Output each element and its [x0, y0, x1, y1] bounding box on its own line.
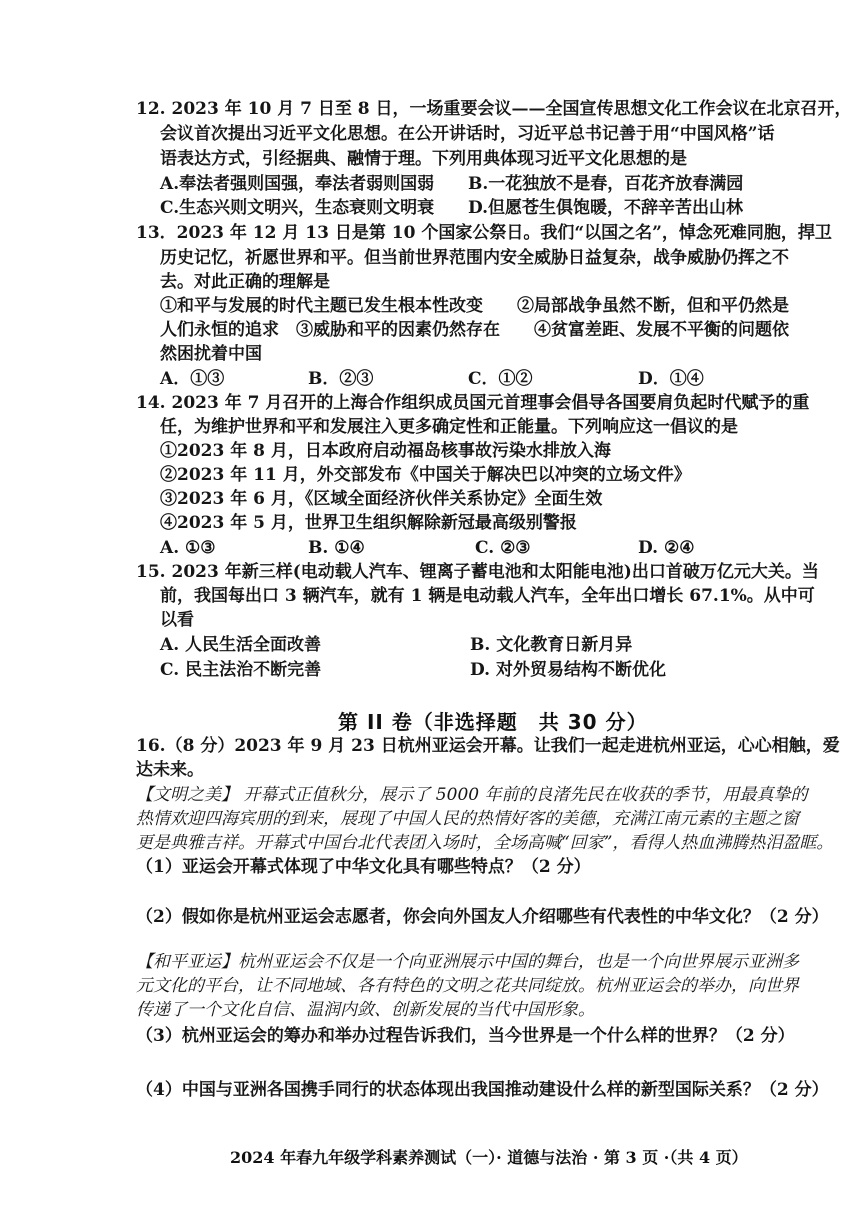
section-title: 第 II 卷（非选择题 共 30 分）	[338, 710, 648, 734]
q16-sub3: （3）杭州亚运会的筹办和举办过程告诉我们，当今世界是一个什么样的世界？（2 分）	[136, 1026, 795, 1046]
q16-sub4: （4）中国与亚洲各国携手同行的状态体现出我国推动建设什么样的新型国际关系？（2 分）	[136, 1080, 829, 1100]
q14-line-4: ②2023 年 11 月，外交部发布《中国关于解决巴以冲突的立场文件》	[160, 465, 691, 485]
q16-material1-line-2: 热情欢迎四海宾朋的到来，展现了中国人民的热情好客的美德，充满江南元素的主题之窗	[136, 809, 799, 829]
q15-option-d: D. 对外贸易结构不断优化	[470, 660, 666, 680]
q12-line-2: 会议首次提出习近平文化思想。在公开讲话时，习近平总书记善于用“中国风格”话	[160, 124, 775, 144]
q16-sub2: （2）假如你是杭州亚运会志愿者，你会向外国友人介绍哪些有代表性的中华文化？（2 分）	[136, 907, 829, 927]
q12-line-3: 语表达方式，引经据典、融情于理。下列用典体现习近平文化思想的是	[160, 149, 687, 169]
q13-line-4: ①和平与发展的时代主题已发生根本性改变 ②局部战争虽然不断，但和平仍然是	[160, 296, 789, 316]
page-footer: 2024 年春九年级学科素养测试（一）· 道德与法治 · 第 3 页 ·（共 4 页）	[230, 1148, 748, 1167]
q13-line-5: 人们永恒的追求 ③威胁和平的因素仍然存在 ④贫富差距、发展不平衡的问题依	[160, 320, 789, 340]
q14-option-b: B. ①④	[308, 538, 365, 558]
q14-line-5: ③2023 年 6 月，《区域全面经济伙伴关系协定》全面生效	[160, 489, 603, 509]
q14-option-a: A. ①③	[160, 538, 216, 558]
q16-material2-line-2: 元文化的平台，让不同地域、各有特色的文明之花共同绽放。杭州亚运会的举办，向世界	[136, 976, 799, 996]
q14-option-d: D. ②④	[638, 538, 695, 558]
q15-line-2: 前，我国每出口 3 辆汽车，就有 1 辆是电动载人汽车，全年出口增长 67.1%。从中可	[160, 586, 815, 606]
q16-material2-line-1: 【和平亚运】杭州亚运会不仅是一个向亚洲展示中国的舞台，也是一个向世界展示亚洲多	[136, 952, 799, 972]
q14-line-1: 14. 2023 年 7 月召开的上海合作组织成员国元首理事会倡导各国要肩负起时代赋予的重	[136, 393, 810, 413]
q13-option-d: D．①④	[638, 369, 704, 389]
q16-material1-line-1: 【文明之美】 开幕式正值秋分，展示了 5000 年前的良渚先民在收获的季节，用最真挚的	[136, 785, 808, 805]
q14-option-c: C. ②③	[475, 538, 531, 558]
q15-line-1: 15. 2023 年新三样(电动载人汽车、锂离子蓄电池和太阳能电池)出口首破万亿元大关。当	[136, 562, 819, 582]
q13-line-2: 历史记忆，祈愿世界和平。但当前世界范围内安全威胁日益复杂，战争威胁仍挥之不	[160, 248, 789, 268]
q14-line-6: ④2023 年 5 月，世界卫生组织解除新冠最高级别警报	[160, 513, 577, 533]
q15-line-3: 以看	[160, 610, 194, 630]
q13-option-b: B．②③	[308, 369, 374, 389]
q12-option-c: C.生态兴则文明兴，生态衰则文明衰	[160, 198, 435, 218]
q12-option-d: D.但愿苍生俱饱暖，不辞辛苦出山林	[468, 198, 744, 218]
q14-line-2: 任，为维护世界和平和发展注入更多确定性和正能量。下列响应这一倡议的是	[160, 417, 738, 437]
q16-material2-line-3: 传递了一个文化自信、温润内敛、创新发展的当代中国形象。	[136, 1000, 595, 1020]
q12-option-a: A.奉法者强则国强，奉法者弱则国弱	[160, 174, 435, 194]
q16-intro-1: 16.（8 分）2023 年 9 月 23 日杭州亚运会开幕。让我们一起走进杭州亚运，心心相触，爱	[136, 736, 840, 756]
q15-option-b: B. 文化教育日新月异	[470, 635, 633, 655]
q16-material1-line-3: 更是典雅吉祥。开幕式中国台北代表团入场时，全场高喊“回家”，看得人热血沸腾热泪盈眶。	[136, 833, 834, 853]
q14-line-3: ①2023 年 8 月，日本政府启动福岛核事故污染水排放入海	[160, 441, 611, 461]
q16-sub1: （1）亚运会开幕式体现了中华文化具有哪些特点？（2 分）	[136, 857, 591, 877]
q12-line-1: 12. 2023 年 10 月 7 日至 8 日，一场重要会议——全国宣传思想文化工作会议在北京召开，	[136, 99, 852, 119]
q15-option-a: A. 人民生活全面改善	[160, 635, 322, 655]
q16-intro-2: 达未来。	[136, 760, 204, 780]
q13-option-a: A．①③	[160, 369, 225, 389]
q13-line-3: 去。对此正确的理解是	[160, 272, 330, 292]
q15-option-c: C. 民主法治不断完善	[160, 660, 322, 680]
q13-line-6: 然困扰着中国	[160, 344, 262, 364]
q13-option-c: C．①②	[468, 369, 533, 389]
q12-option-b: B.一花独放不是春，百花齐放春满园	[468, 174, 744, 194]
q13-line-1: 13．2023 年 12 月 13 日是第 10 个国家公祭日。我们“以国之名”，悼念死难同胞，捍卫	[136, 223, 832, 243]
